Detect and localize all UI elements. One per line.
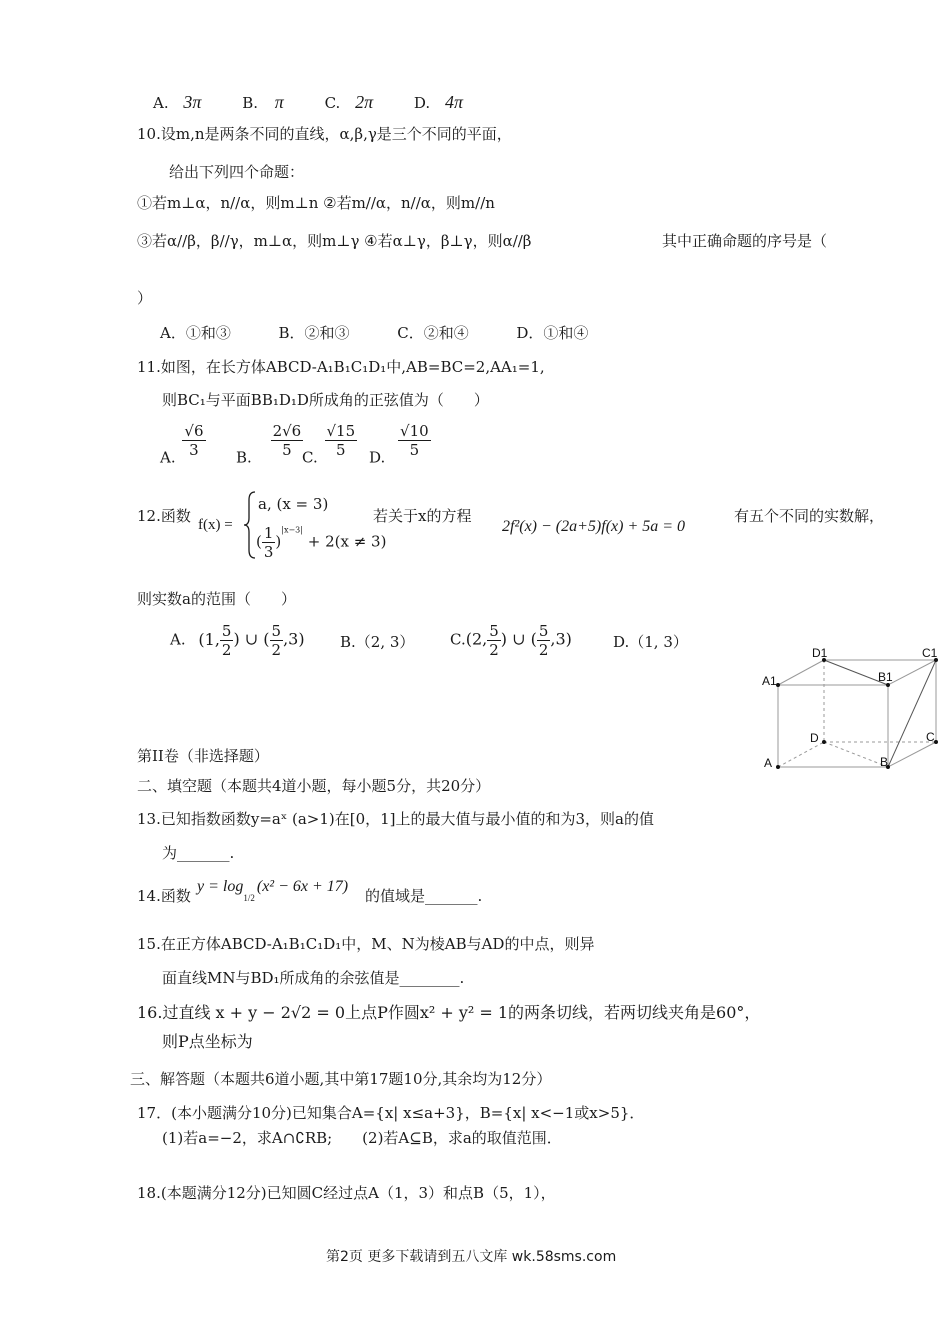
q9-option-a-value: 3π: [183, 92, 202, 112]
q11-option-b: [236, 422, 305, 467]
q9-option-c-value: 2π: [355, 92, 374, 112]
q12-option-a-label: A.: [170, 630, 186, 649]
q12-option-a: [170, 622, 305, 659]
q12-option-c-num2: 5: [538, 622, 549, 640]
q11-question: 则BC₁与平面BB₁D₁D所成角的正弦值为（ ）: [162, 391, 489, 409]
q12-option-b: B.（2, 3）: [340, 633, 415, 651]
q16-line2: 则P点坐标为: [162, 1032, 253, 1051]
q10-intro: 给出下列四个命题：: [169, 163, 305, 181]
q10-line1: ①若m⊥α，n//α，则m⊥n ②若m//α，n//α，则m//n: [137, 194, 495, 212]
q14-log: y = log: [197, 878, 244, 895]
q11-option-a-den: 3: [189, 441, 199, 459]
q12-tail: 有五个不同的实数解，: [734, 507, 885, 525]
q10-options: A．①和③ B．②和③ C．②和④ D．①和④: [160, 324, 589, 342]
q14-suffix: 的值域是_______.: [365, 887, 483, 905]
q9-option-d-value: 4π: [444, 92, 463, 112]
q12-question: 则实数a的范围（ ）: [137, 590, 296, 608]
label-c: C: [926, 730, 935, 744]
q12-option-a-num1: 5: [221, 622, 232, 640]
q11-option-c-label: C.: [302, 448, 318, 467]
q12-case1: a, (x = 3): [258, 495, 329, 513]
q14-base: 1/2: [243, 893, 255, 903]
q12-option-a-union: ) ∪ (: [233, 629, 270, 649]
q12-option-d: D.（1, 3）: [613, 633, 688, 651]
q12-option-c-den1: 2: [489, 641, 499, 659]
q12-option-a-den2: 2: [271, 641, 282, 659]
q11-option-c-den: 5: [336, 441, 346, 459]
diag-d-b: [824, 742, 888, 767]
q9-option-b-value: π: [274, 92, 284, 112]
q11-option-d-label: D.: [369, 448, 386, 467]
q9-option-d-label: D.: [413, 94, 431, 112]
label-b1: B1: [878, 670, 893, 684]
q10-line2: ③若α//β，β//γ，m⊥α，则m⊥γ ④若α⊥γ，β⊥γ，则α//β: [137, 232, 532, 250]
q12-equation: 2f²(x) − (2a+5)f(x) + 5a = 0: [502, 518, 686, 535]
point-a: [776, 765, 780, 769]
q15-line1: 15.在正方体ABCD-A₁B₁C₁D₁中，M、N为棱AB与AD的中点，则异: [137, 935, 595, 953]
q11-option-a: [160, 422, 208, 467]
q12-option-c-close: ,3): [550, 629, 572, 649]
q12-base-den: 3: [263, 543, 274, 561]
q14-formula: [197, 878, 348, 903]
edge-a1-d1: [778, 660, 824, 685]
q12-fx: f(x) =: [198, 517, 233, 533]
q11-option-d-den: 5: [409, 441, 420, 459]
edge-b1-c1: [888, 660, 936, 685]
q11-stem: 11.如图，在长方体ABCD-A₁B₁C₁D₁中,AB=BC=2,AA₁=1,: [137, 358, 545, 376]
q12-option-a-den1: 2: [221, 641, 232, 659]
left-brace-icon: [243, 490, 257, 560]
q10-close: ）: [137, 289, 153, 307]
q11-option-c-num: √15: [326, 422, 356, 440]
q16-line1: 16.过直线 x + y − 2√2 = 0上点P作圆x² + y² = 1的两条切线，若两切线夹角是60°，: [137, 1003, 761, 1022]
q11-option-a-num: √6: [184, 422, 204, 440]
label-a1: A1: [762, 674, 777, 688]
q18-line1: 18.(本题满分12分)已知圆C经过点A（1，3）和点B（5，1），: [137, 1184, 556, 1202]
q10-stem: 10.设m,n是两条不同的直线，α,β,γ是三个不同的平面，: [137, 125, 512, 143]
q9-option-a-label: A.: [153, 94, 169, 112]
q12-option-c-label: C.: [450, 630, 466, 649]
q12-case2: ( $\frac{1}{3}$ )$^{|x-3|}$ + 2(x ≠ 3): [256, 524, 387, 561]
q12-option-c-num1: 5: [489, 622, 499, 640]
page-footer: 第2页 更多下载请到五八文库 wk.58sms.com: [326, 1249, 617, 1265]
q11-option-b-num: 2√6: [272, 422, 302, 440]
part2-section: 二、填空题（本题共4道小题，每小题5分，共20分）: [137, 777, 491, 795]
q11-option-d-num: √10: [400, 422, 429, 440]
q17-line2: (1)若a=−2，求A∩∁RB; (2)若A⊆B，求a的取值范围．: [162, 1129, 562, 1147]
q12-option-c-open: (2,: [465, 629, 488, 649]
q11-option-b-den: 5: [282, 441, 292, 459]
q12-brace: [243, 490, 257, 564]
q12-base-num: 1: [263, 524, 274, 542]
q12-option-c-den2: 2: [538, 641, 549, 659]
q11-option-a-label: A.: [160, 448, 176, 467]
cuboid-figure: [758, 645, 948, 775]
q12-case2-tail: + 2(x ≠ 3): [307, 532, 387, 551]
label-b: B: [880, 755, 889, 769]
part3-section: 三、解答题（本题共6道小题,其中第17题10分,其余均为12分）: [130, 1070, 552, 1088]
q9-option-c-label: C.: [324, 94, 341, 112]
q11-option-c: [302, 422, 359, 467]
label-c1: C1: [922, 646, 938, 660]
q12-option-c: [450, 622, 572, 659]
label-a: A: [764, 756, 773, 770]
label-d: D: [810, 731, 819, 745]
part2-title: 第II卷（非选择题）: [137, 747, 269, 765]
q13-line2: 为_______.: [162, 844, 235, 862]
q10-tail: 其中正确命题的序号是（: [662, 232, 828, 250]
q12-option-a-num2: 5: [271, 622, 282, 640]
q9-options: [153, 92, 463, 113]
point-d: [822, 740, 826, 744]
q12-stem: 12.函数: [137, 507, 191, 525]
q9-option-b-label: B.: [242, 94, 258, 112]
q17-line1: 17．(本小题满分10分)已知集合A={x| x≤a+3}，B={x| x<−1或x>5}．: [137, 1104, 645, 1122]
q12-option-c-union: ) ∪ (: [500, 629, 537, 649]
q14-arg: (x² − 6x + 17): [256, 878, 349, 895]
q11-option-b-label: B.: [236, 448, 252, 467]
q15-line2: 面直线MN与BD₁所成角的余弦值是________.: [162, 969, 465, 987]
q12-option-a-close: ,3): [283, 629, 305, 649]
diag-b-c1: [888, 660, 936, 767]
q14-prefix: 14.函数: [137, 887, 191, 905]
label-d1: D1: [812, 646, 828, 660]
edge-a-d: [778, 742, 824, 767]
q12-exponent: |x−3|: [281, 525, 303, 535]
q12-mid: 若关于x的方程: [373, 507, 472, 525]
q12-option-a-open: (1,: [198, 629, 220, 649]
q13-line1: 13.已知指数函数y=aˣ (a>1)在[0，1]上的最大值与最小值的和为3，则a的值: [137, 810, 655, 828]
q11-option-d: [369, 422, 433, 467]
edge-b-c: [888, 742, 936, 767]
